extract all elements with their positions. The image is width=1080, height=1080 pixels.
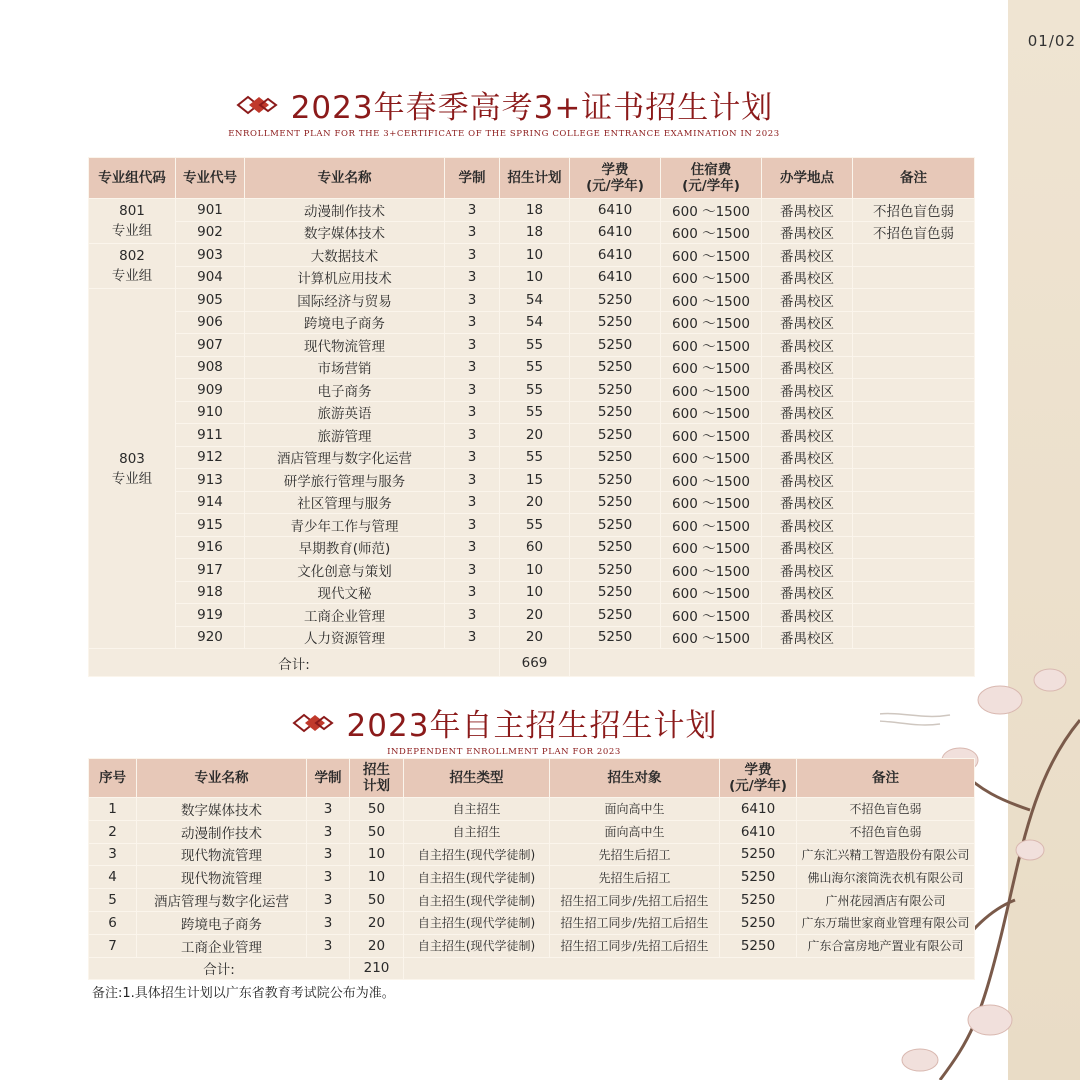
cell-tuition: 5250 xyxy=(570,626,661,649)
header-cell: 招生 计划 xyxy=(350,759,404,798)
cell-note: 不招色盲色弱 xyxy=(797,820,975,843)
cell-plan: 20 xyxy=(500,626,570,649)
cell-code: 916 xyxy=(176,536,245,559)
cell-years: 3 xyxy=(445,311,500,334)
total-row xyxy=(89,649,975,677)
cell-lodging: 600 ～1500 xyxy=(661,604,762,627)
cell-plan: 50 xyxy=(350,798,404,821)
table-row xyxy=(89,604,975,627)
cell-lodging: 600 ～1500 xyxy=(661,334,762,357)
header-cell: 备注 xyxy=(797,759,975,798)
group-code-cell: 801 专业组 xyxy=(89,199,176,244)
cell-code: 914 xyxy=(176,491,245,514)
cell-years: 3 xyxy=(445,491,500,514)
cell-code: 918 xyxy=(176,581,245,604)
table-row xyxy=(89,221,975,244)
cell-note xyxy=(853,536,975,559)
cell-tuition: 5250 xyxy=(570,401,661,424)
cell-years: 3 xyxy=(445,626,500,649)
cell-plan: 54 xyxy=(500,289,570,312)
cell-code: 915 xyxy=(176,514,245,537)
cell-years: 3 xyxy=(445,424,500,447)
table-row xyxy=(89,911,975,934)
cell-name: 工商企业管理 xyxy=(245,604,445,627)
cell-type: 自主招生 xyxy=(404,820,550,843)
cell-years: 3 xyxy=(307,843,350,866)
cell-no: 5 xyxy=(89,889,137,912)
cell-code: 908 xyxy=(176,356,245,379)
table-row xyxy=(89,311,975,334)
cell-note xyxy=(853,289,975,312)
cell-note xyxy=(853,514,975,537)
cell-note xyxy=(853,356,975,379)
cell-tuition: 5250 xyxy=(570,356,661,379)
cell-note xyxy=(853,469,975,492)
header-cell: 办学地点 xyxy=(762,158,853,199)
cell-campus: 番禺校区 xyxy=(762,469,853,492)
cell-tuition: 5250 xyxy=(570,334,661,357)
cell-note: 广东汇兴精工智造股份有限公司 xyxy=(797,843,975,866)
cell-lodging: 600 ～1500 xyxy=(661,424,762,447)
cell-name: 数字媒体技术 xyxy=(137,798,307,821)
header-cell: 学费 (元/学年) xyxy=(720,759,797,798)
cell-target: 面向高中生 xyxy=(550,798,720,821)
cell-no: 2 xyxy=(89,820,137,843)
section2-subtitle: INDEPENDENT ENROLLMENT PLAN FOR 2023 xyxy=(387,747,621,757)
cell-note: 广州花园酒店有限公司 xyxy=(797,889,975,912)
cell-plan: 10 xyxy=(350,843,404,866)
cell-lodging: 600 ～1500 xyxy=(661,446,762,469)
table-row xyxy=(89,843,975,866)
cell-plan: 50 xyxy=(350,820,404,843)
cell-name: 跨境电子商务 xyxy=(137,911,307,934)
table-row xyxy=(89,820,975,843)
enrollment-table-spring xyxy=(88,157,975,677)
cell-years: 3 xyxy=(445,356,500,379)
cell-lodging: 600 ～1500 xyxy=(661,311,762,334)
cell-tuition: 5250 xyxy=(570,424,661,447)
cell-lodging: 600 ～1500 xyxy=(661,536,762,559)
cell-target: 招生招工同步/先招工后招生 xyxy=(550,889,720,912)
cell-campus: 番禺校区 xyxy=(762,446,853,469)
cell-plan: 60 xyxy=(500,536,570,559)
cell-campus: 番禺校区 xyxy=(762,244,853,267)
cell-name: 数字媒体技术 xyxy=(245,221,445,244)
cell-name: 跨境电子商务 xyxy=(245,311,445,334)
cell-years: 3 xyxy=(445,536,500,559)
header-cell: 学费 (元/学年) xyxy=(570,158,661,199)
cell-name: 旅游管理 xyxy=(245,424,445,447)
cell-plan: 50 xyxy=(350,889,404,912)
cell-no: 1 xyxy=(89,798,137,821)
cell-years: 3 xyxy=(307,889,350,912)
cell-name: 现代物流管理 xyxy=(137,843,307,866)
diamond-ornament-icon xyxy=(291,712,337,734)
cell-code: 910 xyxy=(176,401,245,424)
cell-lodging: 600 ～1500 xyxy=(661,356,762,379)
cell-note xyxy=(853,334,975,357)
cell-tuition: 5250 xyxy=(570,311,661,334)
table-row xyxy=(89,866,975,889)
cell-name: 动漫制作技术 xyxy=(137,820,307,843)
cell-lodging: 600 ～1500 xyxy=(661,491,762,514)
cell-no: 3 xyxy=(89,843,137,866)
table-row xyxy=(89,401,975,424)
cell-type: 自主招生 xyxy=(404,798,550,821)
cell-target: 先招生后招工 xyxy=(550,843,720,866)
cell-note: 佛山海尔滚筒洗衣机有限公司 xyxy=(797,866,975,889)
section2-title-block xyxy=(0,700,1008,757)
cell-code: 902 xyxy=(176,221,245,244)
table-row xyxy=(89,798,975,821)
page-number: 01/02 xyxy=(1027,32,1076,50)
cell-years: 3 xyxy=(445,199,500,222)
cell-years: 3 xyxy=(307,934,350,957)
header-cell: 住宿费 (元/学年) xyxy=(661,158,762,199)
cell-tuition: 5250 xyxy=(720,889,797,912)
group-code-cell: 802 专业组 xyxy=(89,244,176,289)
cell-target: 面向高中生 xyxy=(550,820,720,843)
cell-campus: 番禺校区 xyxy=(762,199,853,222)
cell-name: 社区管理与服务 xyxy=(245,491,445,514)
cell-type: 自主招生(现代学徒制) xyxy=(404,889,550,912)
table-row xyxy=(89,379,975,402)
table-row xyxy=(89,424,975,447)
cell-note xyxy=(853,379,975,402)
cell-no: 4 xyxy=(89,866,137,889)
cell-years: 3 xyxy=(445,446,500,469)
cell-tuition: 6410 xyxy=(720,820,797,843)
cell-name: 电子商务 xyxy=(245,379,445,402)
cell-name: 旅游英语 xyxy=(245,401,445,424)
cell-note: 广东万瑞世家商业管理有限公司 xyxy=(797,911,975,934)
cell-plan: 20 xyxy=(350,934,404,957)
cell-code: 917 xyxy=(176,559,245,582)
table-row xyxy=(89,559,975,582)
cell-lodging: 600 ～1500 xyxy=(661,581,762,604)
cell-note xyxy=(853,266,975,289)
cell-campus: 番禺校区 xyxy=(762,356,853,379)
cell-name: 现代物流管理 xyxy=(137,866,307,889)
cell-name: 现代物流管理 xyxy=(245,334,445,357)
cell-code: 903 xyxy=(176,244,245,267)
header-cell: 专业组代码 xyxy=(89,158,176,199)
cell-note xyxy=(853,311,975,334)
section1-title: 2023年春季高考3+证书招生计划 xyxy=(290,90,774,126)
cell-tuition: 5250 xyxy=(570,469,661,492)
cell-plan: 10 xyxy=(500,266,570,289)
total-row xyxy=(89,957,975,980)
table-row xyxy=(89,334,975,357)
cell-plan: 18 xyxy=(500,221,570,244)
cell-years: 3 xyxy=(307,820,350,843)
section2-title: 2023年自主招生招生计划 xyxy=(346,708,718,744)
cell-name: 酒店管理与数字化运营 xyxy=(137,889,307,912)
cell-years: 3 xyxy=(445,469,500,492)
cell-campus: 番禺校区 xyxy=(762,581,853,604)
total-label: 合计: xyxy=(89,957,350,980)
table-row xyxy=(89,889,975,912)
cell-code: 901 xyxy=(176,199,245,222)
header-cell: 专业名称 xyxy=(245,158,445,199)
cell-no: 7 xyxy=(89,934,137,957)
cell-years: 3 xyxy=(445,514,500,537)
cell-tuition: 5250 xyxy=(570,379,661,402)
total-label: 合计: xyxy=(89,649,500,677)
cell-code: 906 xyxy=(176,311,245,334)
cell-tuition: 5250 xyxy=(570,536,661,559)
cell-years: 3 xyxy=(445,266,500,289)
cell-name: 早期教育(师范) xyxy=(245,536,445,559)
cell-note xyxy=(853,244,975,267)
table-row xyxy=(89,626,975,649)
table-row xyxy=(89,514,975,537)
cell-years: 3 xyxy=(445,559,500,582)
section1-subtitle: ENROLLMENT PLAN FOR THE 3+CERTIFICATE OF THE SPRING COLLEGE ENTRANCE EXAMINATION IN 2023 xyxy=(228,129,780,139)
header-cell: 序号 xyxy=(89,759,137,798)
cell-years: 3 xyxy=(445,244,500,267)
cell-campus: 番禺校区 xyxy=(762,626,853,649)
cell-note xyxy=(853,626,975,649)
cell-name: 研学旅行管理与服务 xyxy=(245,469,445,492)
diamond-ornament-icon xyxy=(235,94,281,116)
cell-tuition: 6410 xyxy=(720,798,797,821)
cell-campus: 番禺校区 xyxy=(762,289,853,312)
cell-years: 3 xyxy=(445,604,500,627)
cell-tuition: 5250 xyxy=(570,514,661,537)
cell-code: 909 xyxy=(176,379,245,402)
cell-lodging: 600 ～1500 xyxy=(661,199,762,222)
cell-tuition: 5250 xyxy=(570,289,661,312)
cell-target: 招生招工同步/先招工后招生 xyxy=(550,911,720,934)
table-row xyxy=(89,356,975,379)
cell-lodging: 600 ～1500 xyxy=(661,559,762,582)
cell-plan: 54 xyxy=(500,311,570,334)
cell-note: 不招色盲色弱 xyxy=(797,798,975,821)
cell-name: 工商企业管理 xyxy=(137,934,307,957)
enrollment-table-independent xyxy=(88,758,975,980)
cell-campus: 番禺校区 xyxy=(762,536,853,559)
table-row xyxy=(89,934,975,957)
cell-type: 自主招生(现代学徒制) xyxy=(404,843,550,866)
cell-years: 3 xyxy=(307,866,350,889)
cell-name: 现代文秘 xyxy=(245,581,445,604)
cell-campus: 番禺校区 xyxy=(762,514,853,537)
header-cell: 专业代号 xyxy=(176,158,245,199)
cell-campus: 番禺校区 xyxy=(762,491,853,514)
header-cell: 学制 xyxy=(445,158,500,199)
cell-tuition: 5250 xyxy=(720,934,797,957)
cell-plan: 55 xyxy=(500,401,570,424)
cell-plan: 55 xyxy=(500,514,570,537)
cell-type: 自主招生(现代学徒制) xyxy=(404,866,550,889)
cell-name: 动漫制作技术 xyxy=(245,199,445,222)
cell-note xyxy=(853,401,975,424)
cell-note xyxy=(853,491,975,514)
table-row xyxy=(89,536,975,559)
cell-plan: 10 xyxy=(500,581,570,604)
footnote: 备注:1.具体招生计划以广东省教育考试院公布为准。 xyxy=(92,986,395,1001)
cell-plan: 20 xyxy=(500,491,570,514)
cell-campus: 番禺校区 xyxy=(762,604,853,627)
cell-campus: 番禺校区 xyxy=(762,334,853,357)
cell-code: 913 xyxy=(176,469,245,492)
header-cell: 招生类型 xyxy=(404,759,550,798)
cell-campus: 番禺校区 xyxy=(762,266,853,289)
cell-name: 人力资源管理 xyxy=(245,626,445,649)
cell-target: 先招生后招工 xyxy=(550,866,720,889)
cell-name: 国际经济与贸易 xyxy=(245,289,445,312)
cell-years: 3 xyxy=(445,334,500,357)
cell-lodging: 600 ～1500 xyxy=(661,401,762,424)
cell-note: 不招色盲色弱 xyxy=(853,221,975,244)
cell-tuition: 6410 xyxy=(570,244,661,267)
cell-lodging: 600 ～1500 xyxy=(661,626,762,649)
cell-note xyxy=(853,604,975,627)
cell-type: 自主招生(现代学徒制) xyxy=(404,934,550,957)
cell-note xyxy=(853,446,975,469)
cell-campus: 番禺校区 xyxy=(762,379,853,402)
table-row xyxy=(89,581,975,604)
cell-name: 酒店管理与数字化运营 xyxy=(245,446,445,469)
total-value: 669 xyxy=(500,649,570,677)
cell-tuition: 5250 xyxy=(570,491,661,514)
cell-lodging: 600 ～1500 xyxy=(661,514,762,537)
cell-plan: 15 xyxy=(500,469,570,492)
cell-no: 6 xyxy=(89,911,137,934)
cell-tuition: 6410 xyxy=(570,221,661,244)
cell-tuition: 5250 xyxy=(570,446,661,469)
cell-plan: 20 xyxy=(500,424,570,447)
cell-years: 3 xyxy=(445,401,500,424)
table-row xyxy=(89,469,975,492)
cell-note xyxy=(853,424,975,447)
cell-code: 911 xyxy=(176,424,245,447)
cell-lodging: 600 ～1500 xyxy=(661,379,762,402)
cell-years: 3 xyxy=(445,289,500,312)
table-row xyxy=(89,266,975,289)
cell-code: 907 xyxy=(176,334,245,357)
cell-tuition: 5250 xyxy=(720,866,797,889)
cell-lodging: 600 ～1500 xyxy=(661,221,762,244)
cell-name: 文化创意与策划 xyxy=(245,559,445,582)
table-row xyxy=(89,199,975,222)
total-value: 210 xyxy=(350,957,404,980)
cell-years: 3 xyxy=(445,581,500,604)
cell-campus: 番禺校区 xyxy=(762,221,853,244)
table-row xyxy=(89,244,975,267)
group-code-cell: 803 专业组 xyxy=(89,289,176,649)
cell-target: 招生招工同步/先招工后招生 xyxy=(550,934,720,957)
cell-campus: 番禺校区 xyxy=(762,401,853,424)
cell-tuition: 6410 xyxy=(570,199,661,222)
cell-name: 大数据技术 xyxy=(245,244,445,267)
table-row xyxy=(89,446,975,469)
cell-lodging: 600 ～1500 xyxy=(661,289,762,312)
table-row xyxy=(89,289,975,312)
cell-tuition: 5250 xyxy=(720,911,797,934)
cell-name: 市场营销 xyxy=(245,356,445,379)
cell-years: 3 xyxy=(445,221,500,244)
cell-code: 912 xyxy=(176,446,245,469)
section1-title-block xyxy=(0,82,1008,139)
cell-tuition: 5250 xyxy=(720,843,797,866)
cell-campus: 番禺校区 xyxy=(762,311,853,334)
cell-plan: 55 xyxy=(500,356,570,379)
header-cell: 备注 xyxy=(853,158,975,199)
cell-plan: 20 xyxy=(350,911,404,934)
cell-code: 904 xyxy=(176,266,245,289)
cell-tuition: 6410 xyxy=(570,266,661,289)
cell-tuition: 5250 xyxy=(570,581,661,604)
cell-code: 905 xyxy=(176,289,245,312)
cell-plan: 55 xyxy=(500,379,570,402)
cell-tuition: 5250 xyxy=(570,559,661,582)
cell-campus: 番禺校区 xyxy=(762,559,853,582)
cell-plan: 10 xyxy=(500,559,570,582)
cell-note: 广东合富房地产置业有限公司 xyxy=(797,934,975,957)
table-row xyxy=(89,491,975,514)
cell-lodging: 600 ～1500 xyxy=(661,266,762,289)
cell-years: 3 xyxy=(307,911,350,934)
total-empty xyxy=(404,957,975,980)
cell-plan: 10 xyxy=(350,866,404,889)
header-cell: 招生对象 xyxy=(550,759,720,798)
cell-years: 3 xyxy=(307,798,350,821)
cell-code: 920 xyxy=(176,626,245,649)
cell-note: 不招色盲色弱 xyxy=(853,199,975,222)
total-empty xyxy=(570,649,975,677)
header-cell: 招生计划 xyxy=(500,158,570,199)
header-cell: 专业名称 xyxy=(137,759,307,798)
cell-note xyxy=(853,581,975,604)
cell-lodging: 600 ～1500 xyxy=(661,469,762,492)
cell-tuition: 5250 xyxy=(570,604,661,627)
cell-plan: 18 xyxy=(500,199,570,222)
cell-plan: 55 xyxy=(500,446,570,469)
cell-code: 919 xyxy=(176,604,245,627)
cell-campus: 番禺校区 xyxy=(762,424,853,447)
cell-note xyxy=(853,559,975,582)
cell-years: 3 xyxy=(445,379,500,402)
cell-name: 青少年工作与管理 xyxy=(245,514,445,537)
cell-name: 计算机应用技术 xyxy=(245,266,445,289)
cell-plan: 20 xyxy=(500,604,570,627)
cell-type: 自主招生(现代学徒制) xyxy=(404,911,550,934)
header-cell: 学制 xyxy=(307,759,350,798)
cell-plan: 55 xyxy=(500,334,570,357)
cell-lodging: 600 ～1500 xyxy=(661,244,762,267)
cell-plan: 10 xyxy=(500,244,570,267)
